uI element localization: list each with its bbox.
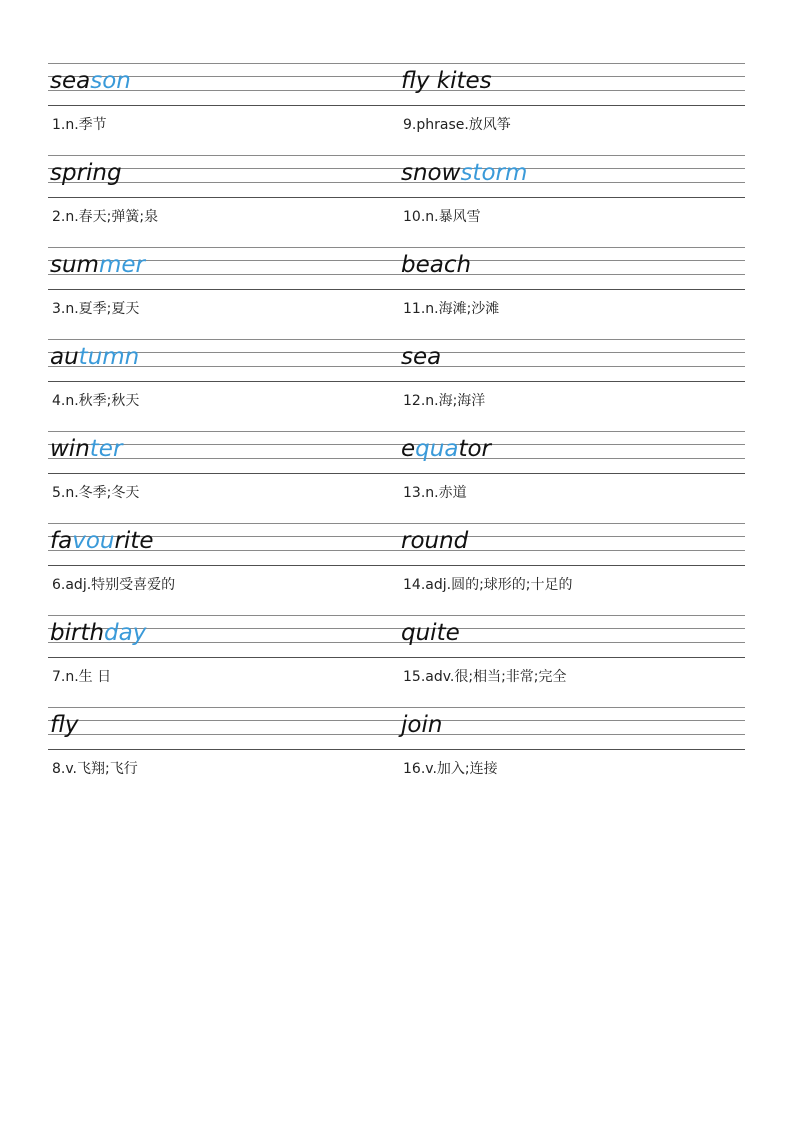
english-word xyxy=(50,250,145,280)
word-part: spring xyxy=(50,160,122,186)
vocab-entry-left xyxy=(48,615,396,707)
vocab-entry-left xyxy=(48,431,396,523)
english-word xyxy=(50,342,139,372)
word-part-highlight: day xyxy=(104,620,147,646)
word-part: beach xyxy=(401,252,472,278)
word-part: e xyxy=(401,436,416,462)
word-part-highlight: tumn xyxy=(78,344,140,370)
chinese-meaning: 3.n.夏季;夏天 xyxy=(52,301,140,317)
chinese-meaning: 16.v.加入;连接 xyxy=(403,761,498,777)
vocab-entry-left xyxy=(48,339,396,431)
word-part-highlight: vou xyxy=(72,528,115,554)
vocab-entry-right xyxy=(399,707,747,799)
chinese-meaning: 7.n.生 日 xyxy=(52,669,112,685)
chinese-meaning: 8.v.飞翔;飞行 xyxy=(52,761,138,777)
word-part: tor xyxy=(458,436,491,462)
vocab-row xyxy=(48,615,745,707)
word-part-highlight: ter xyxy=(89,436,123,462)
vocab-entry-left xyxy=(48,155,396,247)
chinese-meaning: 13.n.赤道 xyxy=(403,485,467,501)
chinese-meaning: 5.n.冬季;冬天 xyxy=(52,485,140,501)
word-part: fly kites xyxy=(401,68,492,94)
chinese-meaning: 2.n.春天;弹簧;泉 xyxy=(52,209,159,225)
word-part: snow xyxy=(401,160,461,186)
vocab-row xyxy=(48,431,745,523)
vocab-row xyxy=(48,707,745,799)
word-part-highlight: storm xyxy=(460,160,528,186)
vocab-row xyxy=(48,523,745,615)
vocab-entry-right xyxy=(399,155,747,247)
english-word xyxy=(401,158,527,188)
english-word xyxy=(401,342,441,372)
vocab-entry-right xyxy=(399,247,747,339)
chinese-meaning: 1.n.季节 xyxy=(52,117,107,133)
word-part: fa xyxy=(50,528,73,554)
word-part: rite xyxy=(114,528,154,554)
vocab-entry-right xyxy=(399,339,747,431)
word-part: au xyxy=(50,344,79,370)
vocabulary-sheet xyxy=(48,63,745,799)
word-part: birth xyxy=(50,620,105,646)
english-word xyxy=(401,710,442,740)
vocab-entry-left xyxy=(48,247,396,339)
chinese-meaning: 14.adj.圆的;球形的;十足的 xyxy=(403,577,573,593)
chinese-meaning: 15.adv.很;相当;非常;完全 xyxy=(403,669,567,685)
vocab-entry-left xyxy=(48,523,396,615)
vocab-entry-right xyxy=(399,63,747,155)
vocab-row xyxy=(48,339,745,431)
word-part: sum xyxy=(50,252,99,278)
vocab-row xyxy=(48,247,745,339)
vocab-entry-left xyxy=(48,63,396,155)
vocab-entry-right xyxy=(399,615,747,707)
english-word xyxy=(401,526,468,556)
word-part: round xyxy=(401,528,469,554)
english-word xyxy=(401,66,492,96)
english-word xyxy=(401,250,471,280)
english-word xyxy=(50,434,122,464)
chinese-meaning: 10.n.暴风雪 xyxy=(403,209,481,225)
word-part: win xyxy=(50,436,90,462)
word-part: join xyxy=(401,712,443,738)
english-word xyxy=(50,710,78,740)
chinese-meaning: 4.n.秋季;秋天 xyxy=(52,393,140,409)
vocab-row xyxy=(48,155,745,247)
word-part: sea xyxy=(50,68,91,94)
english-word xyxy=(50,526,153,556)
word-part: sea xyxy=(401,344,442,370)
vocab-row xyxy=(48,63,745,155)
vocab-entry-left xyxy=(48,707,396,799)
word-part: fly xyxy=(50,712,79,738)
word-part-highlight: son xyxy=(90,68,131,94)
word-part-highlight: mer xyxy=(98,252,145,278)
word-part: quite xyxy=(401,620,460,646)
english-word xyxy=(50,66,131,96)
word-part-highlight: qua xyxy=(415,436,459,462)
chinese-meaning: 12.n.海;海洋 xyxy=(403,393,486,409)
english-word xyxy=(401,618,460,648)
vocab-entry-right xyxy=(399,431,747,523)
english-word xyxy=(401,434,491,464)
chinese-meaning: 6.adj.特别受喜爱的 xyxy=(52,577,176,593)
vocab-entry-right xyxy=(399,523,747,615)
english-word xyxy=(50,158,122,188)
chinese-meaning: 11.n.海滩;沙滩 xyxy=(403,301,500,317)
english-word xyxy=(50,618,146,648)
chinese-meaning: 9.phrase.放风筝 xyxy=(403,117,511,133)
